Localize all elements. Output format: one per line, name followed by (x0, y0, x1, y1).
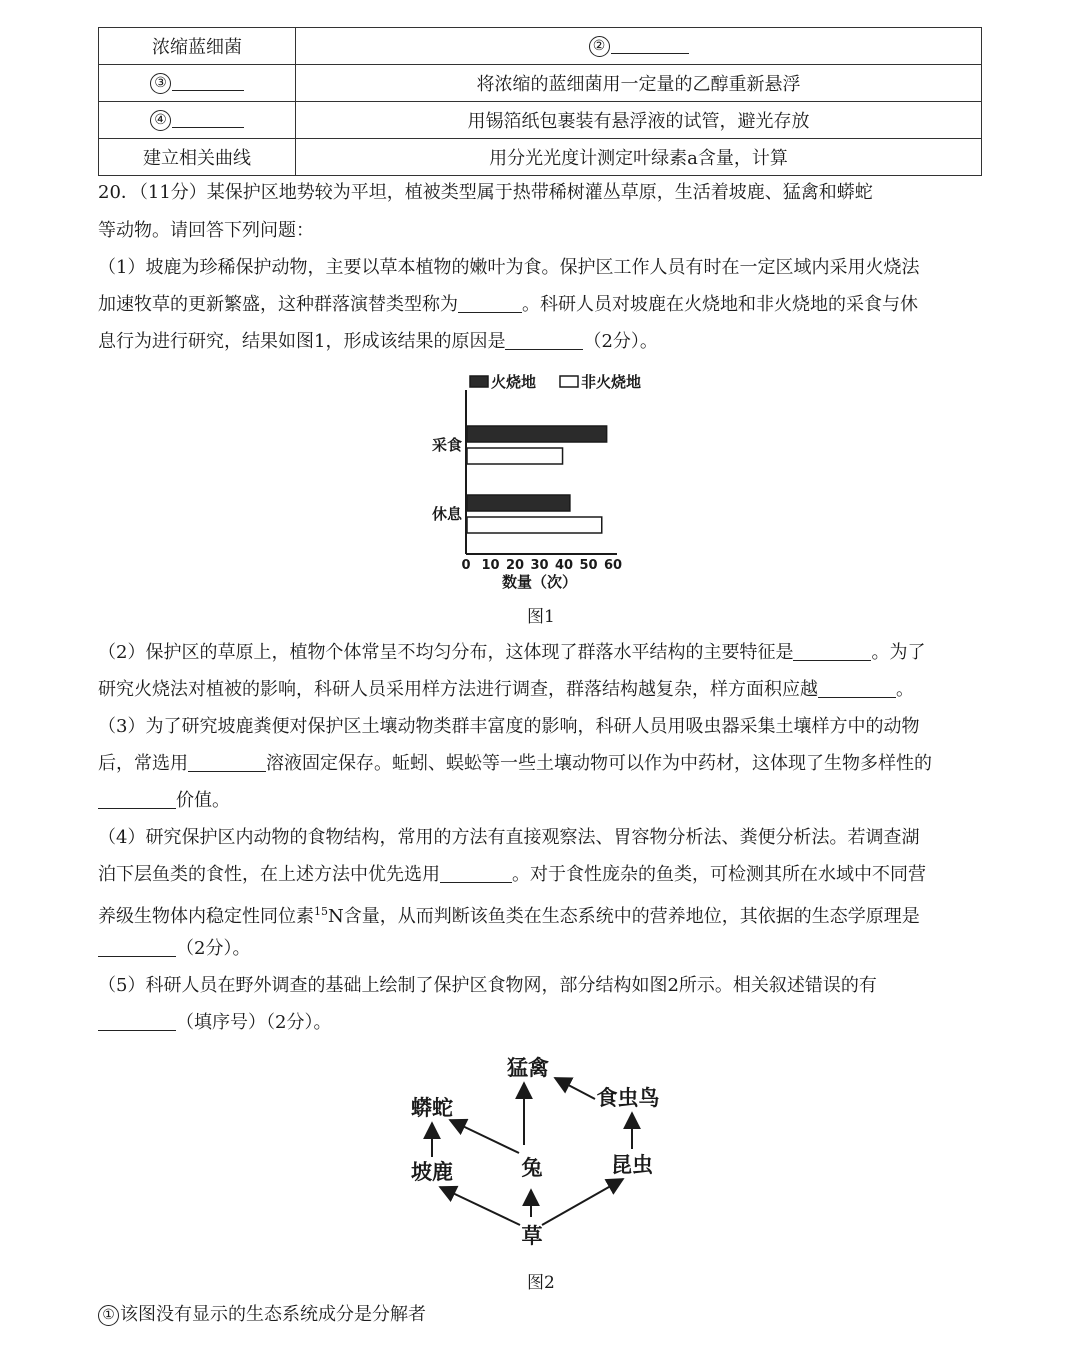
part3-text: 价值。 (98, 789, 988, 813)
figure1-bar-chart (410, 372, 650, 592)
bar-0-1 (467, 448, 563, 464)
node-raptor: 猛禽 (507, 1056, 549, 1080)
answer-blank (818, 679, 896, 698)
step-detail-cell: 用锡箔纸包裹装有悬浮液的试管，避光存放 (296, 102, 982, 139)
x-tick-label: 30 (530, 558, 549, 573)
answer-blank (98, 790, 176, 809)
node-deer: 坡鹿 (411, 1160, 453, 1184)
x-axis-label: 数量（次） (501, 573, 578, 591)
part1-text: 息行为进行研究，结果如图1，形成该结果的原因是 （2分）。 (98, 331, 658, 352)
step-detail-cell (296, 28, 982, 65)
edge-grass-insect (542, 1179, 623, 1225)
step-name-cell (99, 65, 296, 102)
figure1-caption: 图1 (527, 607, 555, 627)
part4-text: 泊下层鱼类的食性，在上述方法中优先选用 。对于食性庞杂的鱼类，可检测其所在水域中不同营 (98, 864, 926, 885)
part4-text: （4）研究保护区内动物的食物结构，常用的方法有直接观察法、胃容物分析法、粪便分析法。若调查湖 (98, 827, 920, 848)
chart-layer (432, 373, 641, 591)
part3-text: 后，常选用 溶液固定保存。蚯蚓、蜈蚣等一些土壤动物可以作为中药材，这体现了生物多样性的 (98, 753, 932, 774)
answer-blank (440, 864, 512, 883)
question-header: 20．（11分）某保护区地势较为平坦，植被类型属于热带稀树灌丛草原，生活着坡鹿、猛禽和蟒蛇 (98, 182, 873, 203)
part5-text: （5）科研人员在野外调查的基础上绘制了保护区食物网，部分结构如图2所示。相关叙述错误的有 (98, 975, 877, 996)
circled-number: ③ (150, 73, 171, 94)
answer-blank (505, 331, 583, 350)
bar-1-1 (467, 517, 602, 533)
part2-text: （2）保护区的草原上，植物个体常呈不均匀分布，这体现了群落水平结构的主要特征是 。为了 (98, 642, 926, 663)
node-python: 蟒蛇 (411, 1096, 453, 1120)
table-row (99, 65, 982, 102)
part1-text: （1）坡鹿为珍稀保护动物，主要以草本植物的嫩叶为食。保护区工作人员有时在一定区域内采用火烧法 (98, 257, 920, 278)
edge-rabbit-python (450, 1120, 519, 1153)
part5-text: （填序号）（2分）。 (98, 1011, 988, 1035)
legend-label: 火烧地 (491, 373, 537, 391)
part4-text: （2分）。 (98, 937, 988, 961)
node-bird: 食虫鸟 (596, 1086, 660, 1110)
step-name-cell (99, 102, 296, 139)
circled-number: ① (98, 1305, 119, 1326)
x-tick-label: 0 (461, 558, 471, 573)
circled-number: ② (589, 36, 610, 57)
answer-blank (793, 642, 871, 661)
legend-label: 非火烧地 (581, 373, 642, 391)
answer-blank (98, 1012, 176, 1031)
step-name-cell: 建立相关曲线 (99, 139, 296, 176)
category-label: 休息 (431, 505, 462, 523)
answer-blank (98, 938, 176, 957)
question-header-cont: 等动物。请回答下列问题： (98, 220, 314, 241)
node-insect: 昆虫 (611, 1153, 653, 1177)
step-detail-cell: 将浓缩的蓝细菌用一定量的乙醇重新悬浮 (296, 65, 982, 102)
experiment-steps-table (98, 27, 982, 176)
answer-blank (172, 72, 244, 91)
figure2-caption: 图2 (527, 1273, 555, 1293)
answer-blank (188, 753, 266, 772)
part1-text: 加速牧草的更新繁盛，这种群落演替类型称为 。科研人员对坡鹿在火烧地和非火烧地的采食与休 (98, 294, 918, 315)
node-rabbit: 兔 (521, 1156, 543, 1180)
circled-number: ④ (150, 110, 171, 131)
step-detail-cell: 用分光光度计测定叶绿素a含量，计算 (296, 139, 982, 176)
table-row (99, 28, 982, 65)
bar-0-0 (467, 426, 607, 442)
option-1: ① 该图没有显示的生态系统成分是分解者 (98, 1303, 988, 1327)
x-tick-label: 50 (579, 558, 598, 573)
node-grass: 草 (521, 1224, 543, 1248)
x-tick-label: 60 (603, 558, 623, 573)
edge-grass-deer (440, 1187, 520, 1225)
part4-text: 养级生物体内稳定性同位素$^{15}$N含量，从而判断该鱼类在生态系统中的营养地位，其依据的生态学原理是 (98, 905, 920, 927)
figure2-food-web (395, 1045, 685, 1255)
legend-swatch (560, 376, 578, 387)
x-tick-label: 20 (505, 558, 525, 573)
x-tick-label: 10 (481, 558, 500, 573)
legend-swatch (470, 376, 488, 387)
x-tick-label: 40 (554, 558, 574, 573)
part2-text: 研究火烧法对植被的影响，科研人员采用样方法进行调查，群落结构越复杂，样方面积应越 。 (98, 679, 914, 700)
part3-text: （3）为了研究坡鹿粪便对保护区土壤动物类群丰富度的影响，科研人员用吸虫器采集土壤样方中的动物 (98, 716, 920, 737)
category-label: 采食 (431, 436, 462, 454)
bar-1-0 (467, 495, 570, 511)
answer-blank (172, 109, 244, 128)
table-row (99, 139, 982, 176)
answer-blank (458, 294, 522, 313)
edge-bird-raptor (555, 1078, 595, 1099)
step-name-cell: 浓缩蓝细菌 (99, 28, 296, 65)
answer-blank (611, 35, 689, 54)
table-row (99, 102, 982, 139)
